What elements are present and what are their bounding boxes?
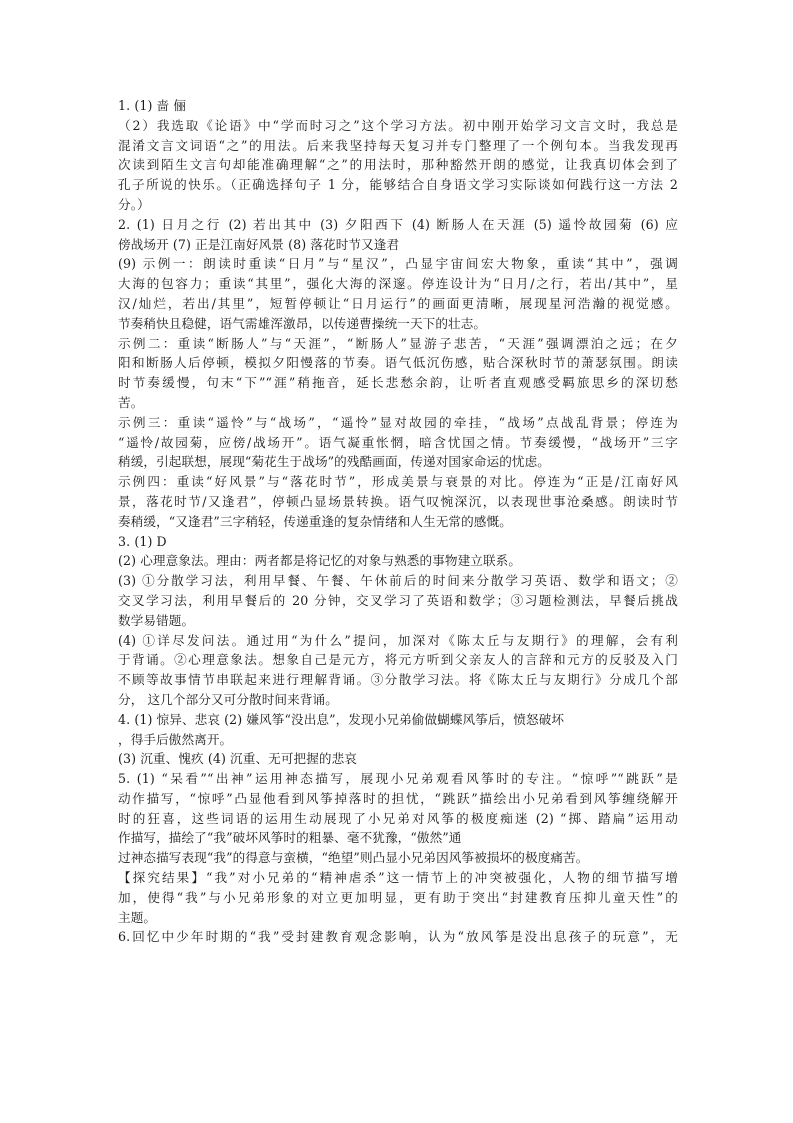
text-line: 示例三：重读“遥怜”与“战场”，“遥怜”显对故园的牵挂，“战场”点战乱背景；停连为 bbox=[118, 414, 678, 430]
text-line: 2. (1) 日月之行 (2) 若出其中 (3) 夕阳西下 (4) 断肠人在天涯 (5) 遥怜故园菊 (6) 应 bbox=[118, 216, 678, 232]
text-line: 大海的包容力；重读“其里”，强化大海的深邃。停连设计为“日月/之行，若出/其中”，星 bbox=[118, 276, 678, 292]
text-line: 1. (1) 啬 俪 bbox=[118, 98, 187, 113]
text-line: 节奏稍快且稳健，语气需雄浑激昂，以传递曹操统一天下的壮志。 bbox=[118, 315, 487, 331]
text-line: (3) ①分散学习法，利用早餐、午餐、午休前后的时间来分散学习英语、数学和语文；② bbox=[118, 573, 678, 589]
text-line: (9) 示例一：朗读时重读“日月”与“星汉”，凸显宇宙间宏大物象，重读“其中”，强调 bbox=[118, 256, 678, 272]
text-line: 混淆文言文词语“之”的用法。后来我坚持每天复习并专门整理了一个例句本。当我发现再 bbox=[118, 137, 678, 153]
text-line: 苦。 bbox=[118, 394, 144, 410]
text-line: 4. (1) 惊异、悲哀 (2) 嫌风筝“没出息”，发现小兄弟偷做蝴蝶风筝后，愤怒破坏 bbox=[118, 711, 565, 727]
text-line: 稍缓，引起联想，展现“菊花生于战场”的残酷画面，传递对国家命运的忧虑。 bbox=[118, 454, 550, 470]
text-line: 示例二：重读“断肠人”与“天涯”，“断肠人”显游子悲苦，“天涯”强调漂泊之远；在夕 bbox=[118, 335, 678, 351]
text-line: 【探究结果】“我”对小兄弟的“精神虐杀”这一情节上的冲突被强化，人物的细节描写增 bbox=[118, 870, 678, 886]
text-line: 奏稍缓，“又逢君”三字稍轻，传递重逢的复杂情绪和人生无常的感慨。 bbox=[118, 513, 512, 529]
text-line: 加，使得“我”与小兄弟形象的对立更加明显，更有助于突出“封建教育压抑儿童天性”的 bbox=[118, 889, 678, 905]
text-line: 6.回忆中少年时期的“我”受封建教育观念影响，认为“放风筝是没出息孩子的玩意”，无 bbox=[118, 929, 678, 945]
text-line: 孔子所说的快乐。（正确选择句子 1 分，能够结合自身语文学习实际谈如何践行这一方法 2 bbox=[118, 177, 678, 193]
text-line: 汉/灿烂，若出/其里”，短暂停顿让“日月运行”的画面更清晰，展现星河浩瀚的视觉感。 bbox=[118, 295, 678, 311]
text-line: “遥怜/故园菊，应傍/战场开”。语气凝重怅惘，暗含忧国之情。节奏缓慢，“战场开”三字 bbox=[118, 434, 678, 450]
text-line: 动作描写，“惊呼”凸显他看到风筝掉落时的担忧，“跳跃”描绘出小兄弟看到风筝缠绕解开 bbox=[118, 790, 678, 806]
text-line: 分， 这几个部分又可分散时间来背诵。 bbox=[118, 691, 338, 707]
text-line: 5. (1) “呆看”“出神”运用神态描写，展现小兄弟观看风筝时的专注。“惊呼”“跳跃”是 bbox=[118, 771, 678, 787]
text-line: 过神态描写表现“我”的得意与蛮横，“绝望”则凸显小兄弟因风筝被损坏的极度痛苦。 bbox=[118, 850, 589, 866]
text-line: 3. (1) D bbox=[118, 533, 167, 549]
text-line: (2) 心理意象法。理由：两者都是将记忆的对象与熟悉的事物建立联系。 bbox=[118, 553, 522, 569]
text-line: 傍战场开 (7) 正是江南好风景 (8) 落花时节又逢君 bbox=[118, 236, 400, 252]
text-line: (3) 沉重、愧疚 (4) 沉重、无可把握的悲哀 bbox=[118, 751, 357, 767]
text-line: 分。） bbox=[118, 196, 150, 212]
text-line: 次读到陌生文言句却能准确理解“之”的用法时，那种豁然开朗的感觉，让我真切体会到了 bbox=[118, 157, 678, 173]
text-line: ，得手后傲然离开。 bbox=[118, 731, 233, 747]
text-line: 数学易错题。 bbox=[118, 612, 195, 628]
text-line: 交叉学习法，利用早餐后的 20 分钟，交叉学习了英语和数学；③习题检测法，早餐后挑战 bbox=[118, 592, 678, 608]
text-line: 景，落花时节/又逢君”，停顿凸显场景转换。语气叹惋深沉，以表现世事沧桑感。朗读时节 bbox=[118, 493, 678, 509]
text-line: 作描写，描绘了“我”破坏风筝时的粗暴、毫不犹豫，“傲然”通 bbox=[118, 830, 462, 846]
text-line: 时节奏缓慢，句末“下”“涯”稍拖音，延长悲愁余韵，让听者直观感受羁旅思乡的深切愁 bbox=[118, 375, 678, 391]
text-line: 于背诵。②心理意象法。想象自己是元方，将元方听到父亲友人的言辞和元方的反驳及入门 bbox=[118, 652, 678, 668]
text-line: （2）我选取《论语》中“学而时习之”这个学习方法。初中刚开始学习文言文时，我总是 bbox=[118, 117, 678, 133]
text-line: 主题。 bbox=[118, 909, 157, 925]
answer-document bbox=[118, 96, 678, 947]
text-line: 时的狂喜，这些词语的运用生动展现了小兄弟对风筝的极度痴迷 (2) “掷、踏扁”运用动 bbox=[118, 810, 678, 826]
text-line: 阳和断肠人后停顿，模拟夕阳慢落的节奏。语气低沉伤感，贴合深秋时节的萧瑟氛围。朗读 bbox=[118, 355, 678, 371]
text-line: 示例四：重读“好风景”与“落花时节”，形成美景与衰景的对比。停连为“正是/江南好风 bbox=[118, 474, 678, 490]
text-line: 不顾等故事情节串联起来进行理解背诵。③分散学习法。将《陈太丘与友期行》分成几个部 bbox=[118, 672, 678, 688]
text-line: (4) ①详尽发问法。通过用“为什么”提问，加深对《陈太丘与友期行》的理解，会有利 bbox=[118, 632, 678, 648]
